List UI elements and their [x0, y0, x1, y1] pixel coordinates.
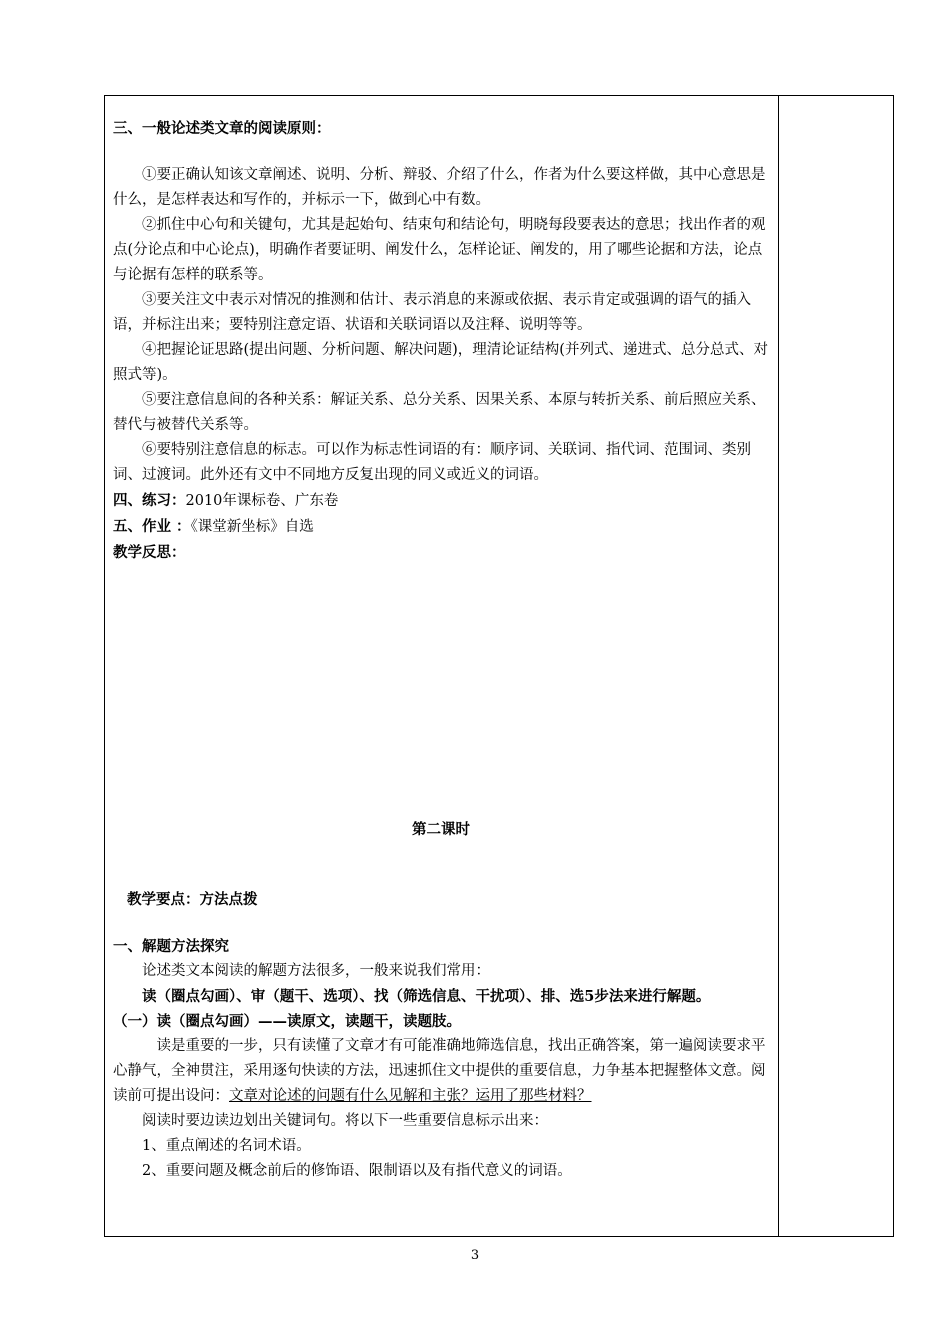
sub1-underlined-question: 文章对论述的问题有什么见解和主张？运用了那些材料？	[229, 1088, 592, 1104]
page-number: 3	[470, 1248, 480, 1263]
principle-item-1: ①要正确认知该文章阐述、说明、分析、辩驳、介绍了什么，作者为什么要这样做，其中心意思是什么，是怎样表达和写作的，并标示一下，做到心中有数。	[113, 167, 766, 208]
part1-heading: 一、解题方法探究	[113, 938, 229, 955]
section4-practice	[113, 488, 769, 514]
section5-homework	[113, 514, 769, 540]
method-intro: 论述类文本阅读的解题方法很多，一般来说我们常用：	[142, 963, 490, 979]
lesson2-title: 第二课时	[412, 821, 470, 838]
notes-column-divider	[778, 96, 779, 1236]
method-five-steps: 读（圈点勾画）、审（题干、选项）、找（筛选信息、干扰项）、排、选5步法来进行解题。	[142, 988, 711, 1005]
mark-item-1: 1、重点阐述的名词术语。	[142, 1138, 311, 1154]
reflection-label: 教学反思：	[113, 544, 186, 561]
principle-item-6: ⑥要特别注意信息的标志。可以作为标志性词语的有：顺序词、关联词、指代词、范围词、类别词、过渡词。此外还有文中不同地方反复出现的同义或近义的词语。	[113, 442, 751, 483]
sub1-paragraph-text: 读是重要的一步，只有读懂了文章才有可能准确地筛选信息，找出正确答案，第一遍阅读要求平心静气，全神贯注，采用逐句快读的方法，迅速抓住文中提供的重要信息，力争基本把握整体文意。阅读前可提出设问：	[113, 1038, 766, 1104]
mark-intro: 阅读时要边读边划出关键词句。将以下一些重要信息标示出来：	[142, 1113, 548, 1129]
section5-text: 《课堂新坐标》自选	[190, 519, 314, 535]
sub1-heading: （一）读（圈点勾画）——读原文，读题干，读题肢。	[113, 1013, 461, 1030]
section3-heading: 三、一般论述类文章的阅读原则：	[113, 120, 331, 137]
section4-text: 2010年课标卷、广东卷	[185, 493, 339, 509]
lesson2-key-point: 教学要点：方法点拨	[127, 891, 258, 908]
sub1-paragraph	[113, 1034, 769, 1109]
main-content-cell	[113, 116, 769, 1184]
mark-item-2: 2、重要问题及概念前后的修饰语、限制语以及有指代意义的词语。	[142, 1163, 572, 1179]
principle-item-3: ③要关注文中表示对情况的推测和估计、表示消息的来源或依据、表示肯定或强调的语气的插入语，并标注出来；要特别注意定语、状语和关联词语以及注释、说明等等。	[113, 292, 751, 333]
section4-label: 四、练习：	[113, 492, 186, 509]
principle-item-4: ④把握论证思路(提出问题、分析问题、解决问题)，理清论证结构(并列式、递进式、总分总式、对照式等)。	[113, 342, 768, 383]
lesson-plan-table	[104, 95, 894, 1237]
section5-label: 五、作业 ：	[113, 518, 191, 535]
principle-item-2: ②抓住中心句和关键句，尤其是起始句、结束句和结论句，明晓每段要表达的意思；找出作者的观点(分论点和中心论点)，明确作者要证明、阐发什么，怎样论证、阐发的，用了哪些论据和方法，论点与论据有怎样的联系等。	[113, 217, 766, 283]
principle-item-5: ⑤要注意信息间的各种关系：解证关系、总分关系、因果关系、本原与转折关系、前后照应关系、替代与被替代关系等。	[113, 392, 766, 433]
